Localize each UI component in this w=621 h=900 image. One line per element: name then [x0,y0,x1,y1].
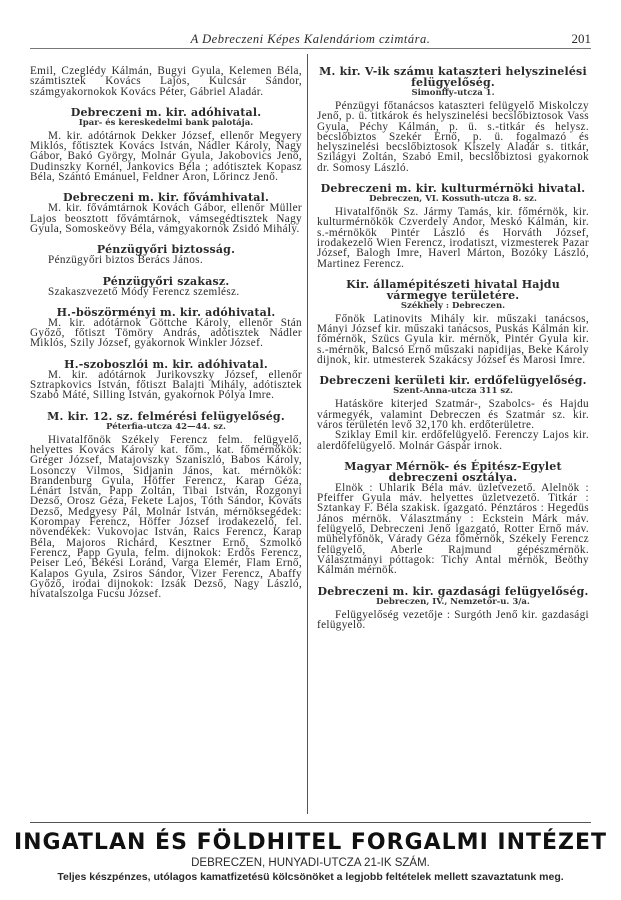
section-address: Debreczen, IV., Nemzetőr-u. 3/a. [376,596,530,607]
directory-section [30,66,302,97]
section-address: Debreczen, VI. Kossuth-utcza 8. sz. [369,194,537,205]
section-paragraph: Elnök : Uhlarik Béla máv. üzletvezető. Alelnök : Pfeiffer Gyula máv. helyettes üzletvezető. Titkár : Sztankay F. Béla szakisk. igazgató. Pénztáros : Hegedüs János mérnök. Választmány : Eckstein Márk máv. felügyelő, Debreczeni Jenő igazgató, Rotter Ernő máv. mühelyfőnök, Várady Géza főmérnök, Székely Ferencz felügyelő, Aberle Rajmund gépészmérnök. Választmányi póttagok: Tichy Antal mérnök, Beöthy Kálmán mérnök. [317,481,589,577]
section-paragraph: M. kir. adótárnok Göttche Károly, ellenőr Stán Győző, főtiszt Tömöry András, adótisztek Nádler Miklós, Szily József, gyakornok Winkler József. [30,316,302,350]
directory-section [30,307,302,349]
advert-rule [30,822,591,823]
section-heading: Debreczeni m. kir. fővámhivatal. [62,191,270,205]
section-paragraph: Szakaszvezető Módy Ferencz szemlész. [48,285,240,298]
section-heading: Magyar Mérnök- és Épitész-Egylet debreczeni osztálya. [344,459,562,484]
directory-section [30,359,302,401]
section-heading: M. kir. 12. sz. felmérési felügyelőség. [47,409,285,423]
section-paragraph: M. kir. fővámtárnok Kovách Gábor, ellenőr Müller Lajos beosztott fővámtárnok, vámsegédtisztek Nagy Gyula, Somoskeövy Béla, vámgyakornok Zsidó Mihály. [30,202,302,235]
directory-section [30,107,302,182]
section-heading: Pénzügyőri biztosság. [96,243,236,257]
section-address: Simonffy-utcza 1. [411,88,495,98]
directory-section [30,276,302,297]
section-heading: M. kir. V-ik számu kataszteri helyszinelési felügyelőség. [319,65,587,89]
section-paragraph: Főnök Latinovits Mihály kir. műszaki tanácsos, Mányi József kir. műszaki tanácsos, Puskás Kálmán kir. főmérnök, Szücs Gyula kir. mérnök, Pintér Gyula kir. s.-mérnök, Balcsó Ernő műszaki napidijas, Beke Károly dijnok, kir. utmesterek Szakácsy József és Marosi Imre. [317,312,589,367]
advert-tagline: Teljes készpénzes, utólagos kamatfizetésü kölcsönöket a legjobb feltételek mellett szavaztatunk meg. [57,871,564,883]
section-paragraph: Felügyelőség vezetője : Surgóth Jenő kir. gazdasági felügyelő. [317,608,589,631]
section-paragraph: M. kir. adótárnok Dekker József, ellenőr Megyery Miklós, főtisztek Kovács István, Nádler Károly, Nagy Gábor, Bakó György, Molnár Gyula, Jakobovics Jenő, Dudinszky Kornél, Jankovics Béla ; adótisztek Kopasz Béla, Szántó Emánuel, Feldner Áron, Lőrincz Jenő. [30,129,302,184]
right-column [317,66,589,640]
section-paragraph: M. kir. adótárnok Jurikovszky József, ellenőr Sztrapkovics István, főtiszt Balajti Mihály, adótisztek Szabó Máté, Silling István, gyakornok Pólya Imre. [30,368,302,402]
advert-title: INGATLAN ÉS FÖLDHITEL FORGALMI INTÉZET [13,830,608,855]
column-divider [307,54,308,814]
directory-section [317,279,589,365]
directory-section [317,375,589,450]
section-heading: H.-böszörményi m. kir. adóhivatal. [56,305,276,319]
directory-section [30,192,302,234]
page-number: 201 [571,31,591,46]
section-paragraph: Hivatalfőnök Sz. Jármy Tamás, kir. főmérnök, kir. kulturmérnökök Czverdely Andor, Meskó Kálmán, kir. s.-mérnökök Pintér László és Horváth József, irodakezelő Wien Ferencz, irodatiszt, vizmesterek Pazar József, Balogh Imre, Haverl Márton, Bozóky László, Martinez Ferencz. [317,206,589,270]
directory-section [317,586,589,631]
section-heading: Debreczeni m. kir. gazdasági felügyelőség. [317,584,589,598]
section-paragraph: Pénzügyi főtanácsos kataszteri felügyelő Miskolczy Jenő, p. ü. titkárok és helyszinelési becslőbiztosok Vass Gyula, Péchy Kálmán, p. ü. s.-titkár és helysz. becslőbiztos Szekér Ernő, p. ü. fogalmazó és helyszinelési becslőbiztosok Kiszely Aladár s. titkár, Szilágyi Zoltán, Szabó Emil, becslőbiztosi gyakornok dr. Somosy László. [317,100,589,174]
section-heading: Debreczeni m. kir. adóhivatal. [70,105,262,119]
header-title: A Debreczeni Képes Kalendáriom czimtára. [190,32,431,46]
section-heading: Debreczeni kerületi kir. erdőfelügyelőség. [319,374,587,388]
left-column [30,66,302,609]
section-paragraph: Pénzügyőri biztos Berács János. [48,254,204,267]
section-paragraph: Hatásköre kiterjed Szatmár-, Szabolcs- és Hajdu vármegyék, valamint Debreczen és Szatmár sz. kir. város területén levő 32,170 kh. erdőterületre. [317,398,589,431]
section-paragraph: Hivatalfőnök Székely Ferencz felm. felügyelő, helyettes Kovács Károly kat. főm., kat. főmérnökök: Gréger József, Matajovszky Szaniszló, Babos Károly, Losonczy Vilmos, Sidjanin János, kat. mérnökök: Brandenburg Gyula, Höffer Ferencz, Karap Géza, Lénárt István, Papp Zoltán, Tibai István, Rozgonyi Dezső, Orosz Géza, Fekete Lajos, Tóth Sándor, Kováts Dezső, Medgyesy Pál, Molnár István, mérnöksegédek: Korompay Ferencz, Höffer József irodakezelő, fel. növendékek: Vukovojac István, Raics Ferencz, Karap Béla, Majoros Richárd, Kesztner Ernő, Szmolkó Ferencz, Papp Gyula, felm. dijnokok: Erdős Ferencz, Peiser Leó, Békési Loránd, Varga Elemér, Flam Ernő, Kalapos Gyula, Zsiros Sándor, Vizer Ferencz, Abaffy Győző, irodai dijnokok: Izsák Dezső, Nagy László, hivatalszolga Fucsu József. [30,433,302,601]
section-heading: Pénzügyőri szakasz. [102,274,230,288]
directory-section [317,66,589,173]
section-paragraph: Emil, Czeglédy Kálmán, Bugyi Gyula, Kelemen Béla, számtisztek Kovács Lajos, Kulcsár Sándor, számgyakornokok Kovács Péter, Gábriel Aladár. [30,65,302,98]
directory-section [30,244,302,265]
section-address: Ipar- és kereskedelmi bank palotája. [78,117,254,128]
section-heading: Kir. államépitészeti hivatal Hajdu vármegye területére. [346,277,560,302]
section-heading: Debreczeni m. kir. kulturmérnöki hivatal. [320,182,586,196]
section-paragraph: Sziklay Emil kir. erdőfelügyelő. Ferenczy Lajos kir. alerdőfelügyelő. Molnár Gáspár irnok. [317,429,589,452]
section-address: Szent-Anna-utcza 311 sz. [393,386,513,397]
section-address: Péterfia-utcza 42—44. sz. [106,421,226,432]
section-heading: H.-szoboszlói m. kir. adóhivatal. [64,357,268,371]
directory-section [317,461,589,576]
advertisement [0,830,621,883]
running-header [30,30,591,49]
directory-section [30,411,302,600]
advert-address: DEBRECZEN, HUNYADI-UTCZA 21-IK SZÁM. [191,857,430,869]
section-address: Székhely : Debreczen. [400,300,506,311]
directory-section [317,183,589,269]
